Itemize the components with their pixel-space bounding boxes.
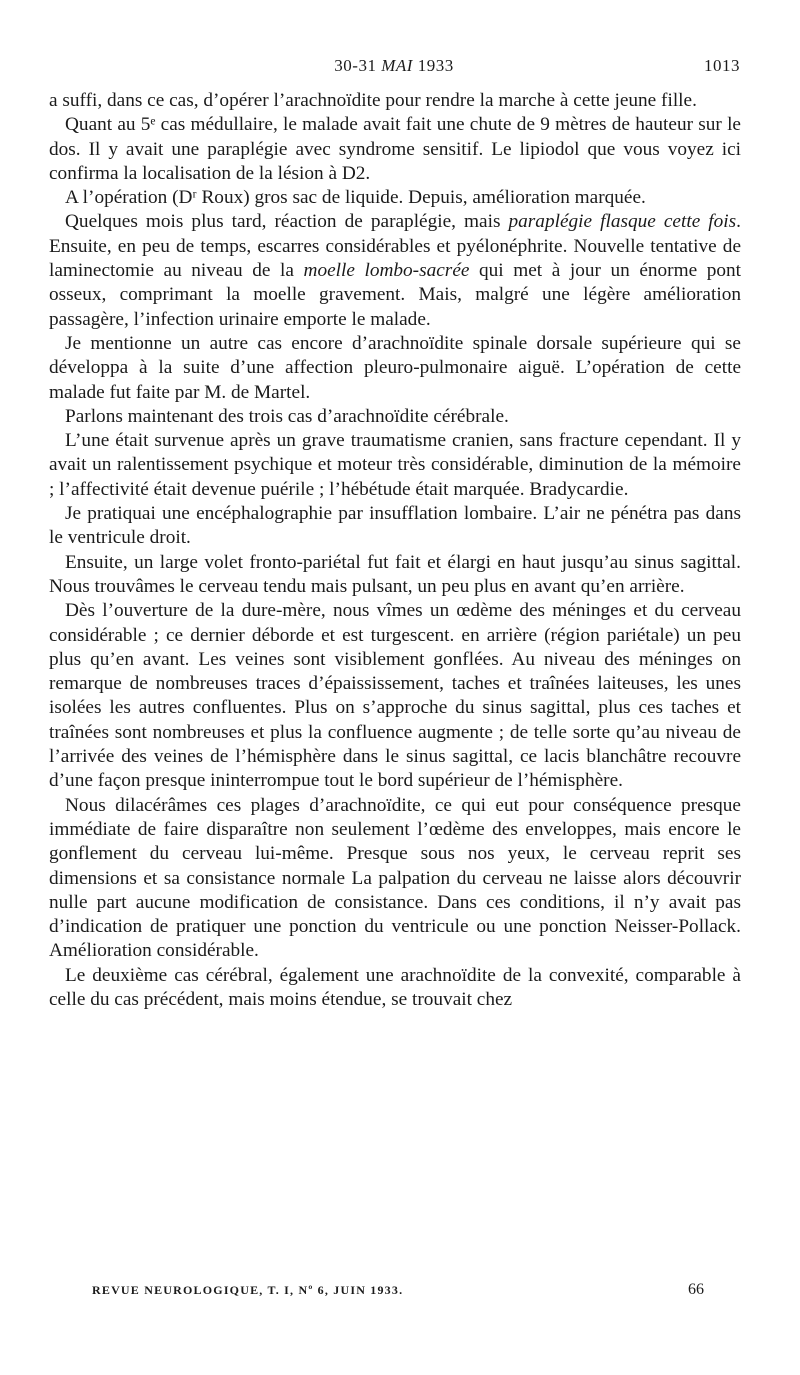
paragraph-text: Quelques mois plus tard, réaction de paraplégie, mais [65,211,509,233]
paragraph: Je pratiquai une encéphalographie par insufflation lombaire. L’air ne pénétra pas dans le ventricule droit. [49,503,741,549]
page-number: 1013 [704,56,740,75]
page-footer [92,1283,704,1305]
paragraph: A l’opération (Dʳ Roux) gros sac de liquide. Depuis, amélioration marquée. [65,187,646,209]
paragraph-text: . Ensuite, en peu de temps, escarres considérables et pyélonéphrite. Nouvelle tentative de laminectomie au niveau de la [49,211,741,282]
paragraph: Ensuite, un large volet fronto-pariétal fut fait et élargi en haut jusqu’au sinus sagittal. Nous trouvâmes le cerveau tendu mais pulsant, un peu plus en avant qu’en arrière. [49,551,741,597]
paragraph-italic: paraplégie flasque cette fois [508,211,737,233]
header-date-days: 30-31 [334,56,377,75]
paragraph: Nous dilacérâmes ces plages d’arachnoïdite, ce qui eut pour conséquence presque immédiate de faire disparaître non seulement l’œdème des enveloppes, mais encore le gonflement du cerveau lui-même. Presque sous nos yeux, le cerveau reprit ses dimensions et sa consistance normale La palpation du cerveau ne laisse alors découvrir nulle part aucune modification de consistance. Dans ces conditions, il n’y avait pas d’indication de pratiquer une ponction du ventricule ou une ponction Neisser-Pollack. Amélioration considérable. [49,794,741,962]
paragraph: Parlons maintenant des trois cas d’arachnoïdite cérébrale. [65,405,509,427]
paragraph: Le deuxième cas cérébral, également une arachnoïdite de la convexité, comparable à celle du cas précédent, mais moins étendue, se trouvait chez [49,964,741,1010]
paragraph [49,210,741,331]
running-header [48,56,740,80]
paragraph: L’une était survenue après un grave traumatisme cranien, sans fracture cependant. Il y avait un ralentissement psychique et moteur très considérable, diminution de la mémoire ; l’affectivité était devenue puérile ; l’hébétude était marquée. Bradycardie. [49,430,741,500]
paragraph-italic: moelle lombo-sacrée [303,260,470,282]
paragraph: Je mentionne un autre cas encore d’arachnoïdite spinale dorsale supérieure qui se développa à la suite d’une affection pleuro-pulmonaire aiguë. L’opération de cette malade fut faite par M. de Martel. [49,332,741,403]
article-body [49,89,741,1012]
paragraph-text: qui met à jour un énorme pont osseux, comprimant la moelle gravement. Mais, malgré une légère amélioration passagère, l’infection urinaire emporte le malade. [49,260,741,330]
header-year: 1933 [417,56,454,75]
paragraph: a suffi, dans ce cas, d’opérer l’arachnoïdite pour rendre la marche à cette jeune fille. [49,90,697,111]
signature-mark: 66 [688,1281,704,1298]
paragraph: Quant au 5ᵉ cas médullaire, le malade avait fait une chute de 9 mètres de hauteur sur le dos. Il y avait une paraplégie avec syndrome sensitif. Le lipiodol que vous voyez ici confirma la localisation de la lésion à D2. [49,114,741,184]
header-month: MAI [381,56,413,75]
paragraph: Dès l’ouverture de la dure-mère, nous vîmes un œdème des méninges et du cerveau considérable ; ce dernier déborde et est turgescent. en arrière (région pariétale) un peu plus qu’en avant. Les veines sont visiblement gonflées. Au niveau des méninges on remarque de nombreuses traces d’épaississement, taches et traînées laiteuses, les unes isolées les autres confluentes. Plus on s’approche du sinus sagittal, plus ces taches et traînées sont nombreuses et plus la confluence augmente ; de telle sorte qu’au niveau de l’arrivée des veines de l’hémisphère dans le sinus sagittal, ce lacis blanchâtre recouvre d’une façon presque ininterrompue tout le bord supérieur de l’hémisphère. [49,600,741,792]
journal-citation: REVUE NEUROLOGIQUE, T. I, Nº 6, JUIN 1933. [92,1283,404,1297]
header-date [48,56,740,76]
